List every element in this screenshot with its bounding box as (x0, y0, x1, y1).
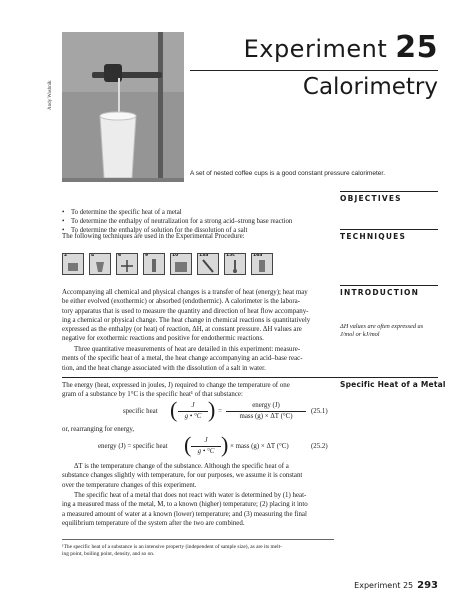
experiment-number: 25 (395, 30, 438, 65)
techniques-intro: The following techniques are used in the Experimental Procedure: (62, 233, 245, 240)
page-number: 293 (417, 580, 438, 591)
objective-item: • To determine the enthalpy of neutralization for a strong acid–strong base reaction (62, 217, 332, 226)
specific-heat-heading: Specific Heat of a Metal (340, 380, 446, 389)
technique-icon: 4 (89, 253, 111, 275)
objectives-rule (340, 191, 438, 192)
experiment-topic: Calorimetry (302, 74, 438, 100)
specific-heat-paragraph-2: ΔT is the temperature change of the substance. Although the specific heat of a substance changes slightly with temperature, for our purposes, we assume it is constant over the temperature changes of this experiment. (62, 463, 303, 489)
technique-icon: 2 (62, 253, 84, 275)
photo-credit: Andy Washnik (48, 80, 53, 110)
introduction-rule (340, 285, 438, 286)
techniques-rule (340, 229, 438, 230)
technique-icon: 13a (197, 253, 219, 275)
technique-icon: 6 (116, 253, 138, 275)
techniques-heading: TECHNIQUES (340, 232, 407, 241)
experiment-label: Experiment (243, 35, 388, 63)
experiment-title (244, 30, 438, 65)
technique-icon: 9 (143, 253, 165, 275)
introduction-paragraph-1: Accompanying all chemical and physical changes is a transfer of heat (energy); heat may be either evolved (exothermic) or absorbed (endothermic). A calorimeter is the labora- tory apparatus that is used to measure the quantity and direction of heat flow accompany- ing a chemical or physical change. The heat change in chemical reactions is quantitatively expressed as the enthalpy (or heat) of reaction, ΔH, at constant pressure. ΔH values are negative for exothermic reactions and positive for endothermic reactions. (62, 289, 311, 343)
photo-caption: A set of nested coffee cups is a good constant pressure calorimeter. (190, 170, 385, 177)
technique-icon: 10 (170, 253, 192, 275)
section-rule (62, 377, 438, 378)
specific-heat-paragraph-3: The specific heat of a metal that does not react with water is determined by (1) heat- ing a measured mass of the metal, M, to a known (higher) temperature; (2) placing it into a measured amount of water at a known (lower) temperature; and (3) measuring the final equilibrium temperature of the system after the two are combined. (62, 492, 308, 527)
technique-icon: 15c (224, 253, 246, 275)
objective-item: • To determine the specific heat of a metal (62, 208, 332, 217)
objectives-heading: OBJECTIVES (340, 194, 402, 203)
introduction-paragraph-2: Three quantitative measurements of heat are detailed in this experiment: measure- ments of the specific heat of a metal, the heat change accompanying an acid–base reac- tion, and the heat change associated with the dissolution of a salt in water. (62, 346, 303, 372)
equation-25-2: energy (J) = specific heat ( J g • °C ) × mass (g) × ΔT (°C) (25.2) (98, 432, 328, 457)
specific-heat-paragraph-1: The energy (heat, expressed in joules, J) required to change the temperature of one gram of a substance by 1°C is the specific heat¹ of that substance: (62, 382, 290, 399)
technique-icon: 16a (251, 253, 273, 275)
title-rule (190, 70, 438, 71)
rearrange-text: or, rearranging for energy, (62, 426, 135, 433)
technique-icons (62, 253, 273, 275)
introduction-heading: INTRODUCTION (340, 288, 420, 297)
page-footer (354, 580, 438, 591)
footer-label: Experiment 25 (354, 581, 414, 590)
objective-item: • To determine the enthalpy of solution for the dissolution of a salt (62, 226, 332, 235)
calorimeter-illustration (62, 32, 184, 182)
footnote: ¹The specific heat of a substance is an intensive property (independent of sample size), as are its melt- ing point, boiling point, density, and so on. (62, 544, 282, 557)
footnote-rule (62, 539, 334, 540)
calorimeter-photo (62, 32, 184, 182)
equation-25-1: specific heat ( J g • °C ) = energy (J) mass (g) × ΔT (°C) (25.1) (123, 397, 328, 422)
margin-note: ΔH values are often expressed as J/mol or kJ/mol (340, 323, 424, 338)
